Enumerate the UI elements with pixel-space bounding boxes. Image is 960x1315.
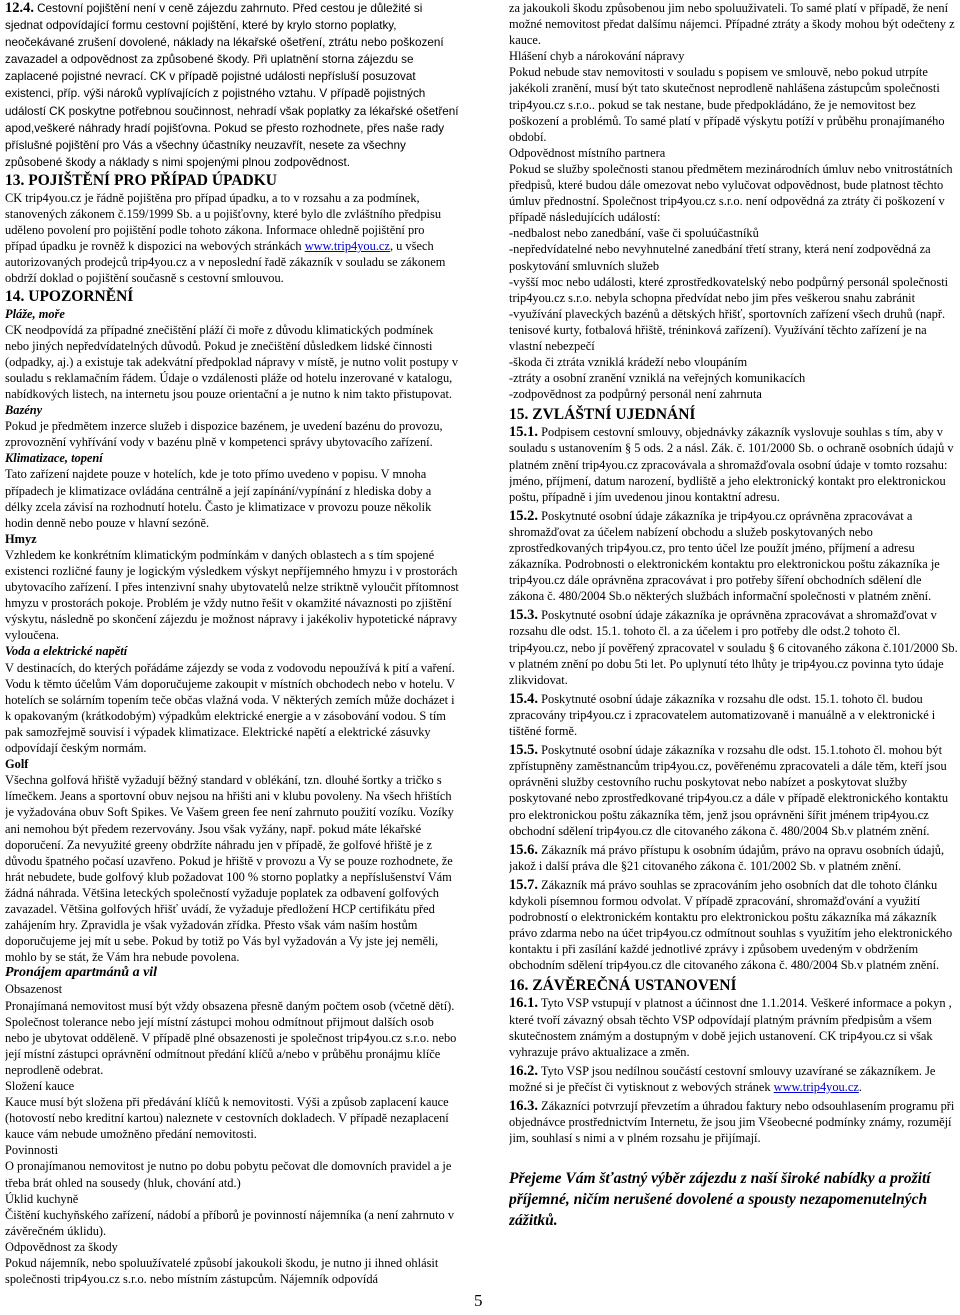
num-15-4: 15.4. <box>509 690 538 707</box>
text-15-1: Podpisem cestovní smlouvy, objednávky zákazník vyslovuje souhlas s tím, aby v souladu s ustanovením § 5 ods. 2 a násl. Zák. č. 101/2000 Sb. o ochraně osobních údajů v platném znění trip4you.cz zpracovávala a shromažďovala osobní údaje v tomto rozsahu: jméno, příjmení, datum narození, bydliště a jeho elektronický kontakt pro elektronickou poštu, případně i jím uvedenou jinou kontaktní adresu. <box>509 425 954 504</box>
text-15-2: Poskytnuté osobní údaje zákazníka je trip4you.cz oprávněna zpracovávat a shromažďovat za účelem nabízení obchodu a služeb poskytovaných nebo zprostředkovaných trip4you.cz, pro tento účel lze použít jméno, příjmení a adresu zákazníka. Podrobnosti o elektronickém kontaktu pro elektronickou poštu zákazníka je trip4you.cz dále oprávněna zpracovávat i pro potřeby šíření obchodních sdělení dle zákona č. 480/2004 Sb.o některých službách informační společnosti v platném znění. <box>509 508 940 604</box>
para-15-3 <box>509 607 958 687</box>
link-trip4you-13[interactable]: www.trip4you.cz <box>304 239 390 254</box>
para-13-text-b: , u všech autorizovaných prodejců trip4you.cz a v neposlední řadě zákazník v souladu se zákonem obdrží doklad o pojištění současně s cestovní smlouvou. <box>5 239 446 286</box>
closing-wish: Přejeme Vám šťastný výběr zájezdu z naší široké nabídky a prožití příjemné, ničím nerušené dovolené a spousty nezapomenutelných zážitků. <box>509 1170 931 1230</box>
num-15-2: 15.2. <box>509 507 538 524</box>
subheading-plaze: Pláže, moře <box>5 306 65 321</box>
subheading-odpovednost: Odpovědnost za škody <box>5 1239 118 1254</box>
para-odpovednost-partnera: Pokud se služby společnosti stanou předmětem mezinárodních úmluv nebo vnitrostátních předpisů, které budou dále omezovat nebo vylučovat odpovědnost, bude platnost těchto úmluv přednostní. Společnost trip4you.cz s.r.o. není odpovědná za ztráty či poškození v případě následujících událostí: <box>509 161 953 225</box>
para-16-1 <box>509 995 958 1059</box>
text-16-2-b: . <box>858 1079 862 1094</box>
list-item: -vyšší moc nebo události, které zprostředkovatelský nebo podpůrný personál společnosti trip4you.cz s.r.o. nebyla schopna předvídat nebo jim přes veškerou snahu zabránit <box>509 274 949 305</box>
para-klimatizace: Tato zařízení najdete pouze v hotelích, kde je toto přímo uvedeno v popisu. V mnoha případech je klimatizace ovládána centrálně a její zapínání/vypínání z hlediska doby a délky zcela závisí na rozhodnutí hotelu. Často je klimatizace v provozu pouze několik hodin denně nebo pouze v hlavní sezóně. <box>5 467 432 530</box>
subheading-kauce: Složení kauce <box>5 1079 75 1093</box>
para-uklid: Čištění kuchyňského zařízení, nádobí a příborů je povinností nájemníka (a není zahrnuto v závěrečném úklidu). <box>5 1207 455 1238</box>
text-15-4: Poskytnuté osobní údaje zákazníka v rozsahu dle odst. 15.1. tohoto čl. budou zpracovány trip4you.cz i zpracovatelem automatizovaně i manuálně a v elektronické i tištěné formě. <box>509 691 936 739</box>
num-15-7: 15.7. <box>509 876 538 893</box>
list-item: -nepředvídatelné nebo nevyhnutelné zanedbání třetí strany, která není zodpovědná za poskytování smluvních služeb <box>509 242 931 273</box>
num-15-5: 15.5. <box>509 742 538 759</box>
num-15-6: 15.6. <box>509 841 538 858</box>
para-13-text-a: CK trip4you.cz je řádně pojištěna pro případ úpadku, a to v rozsahu a za podmínek, stanovených zákonem č.159/1999 Sb. a u pojišťovny, které bylo dle zvláštního předpisu uděleno povolení pro pojištění podle tohoto zákona. Informace ohledně pojištění pro případ úpadku je rovněž k dispozici na webových stránkách <box>5 190 442 254</box>
para-15-6 <box>509 842 958 874</box>
num-15-1: 15.1. <box>509 424 538 441</box>
page-number: 5 <box>474 1291 483 1310</box>
para-golf: Všechna golfová hřiště vyžadují běžný standard v oblékání, tzn. dlouhé šortky a tričko s límečkem. Jeans a sportovní obuv nejsou na hřišti ani v klubu povoleny. Na všech hřištích je vyžadována obuv Soft Spikes. Ve Vašem green fee není zahrnuto použití vozíku. Vozíky ani nemohou být předem rezervovány. Jsou však vyžány, např. pokud máte lékařské doporučení. Za nevyužité greeny obdržíte náhradu jen v případě, že golfové hřiště je z důvodu špatného počasí uzavřeno. Pokud je hřiště v provozu a Vy se pouze rozhodnete, že hrát nebudete, bude golfový klub požadovat 100 % storno poplatky a nepříslušenství Vám žádná náhrada. Většina leteckých společností vyžaduje poplatek za odbavení golfových zavazadel. Většina golfových hřišť uvádí, že vyžaduje předložení HCP certifikátu před zahájením hry. Zpravidla je však vyžadován zřídka. Přesto však vám naším hostům doporučujeme jej mít u sebe. Pokud by totiž po Vás byl vyžadován a Vy jste jej neměli, mohlo by se stát, že Vám hra nebude povolena. <box>5 773 454 965</box>
subheading-golf: Golf <box>5 757 29 772</box>
para-obsazenost: Pronajímaná nemovitost musí být vždy obsazena přesně daným počtem osob (včetně dětí). Společnost tolerance nebo její místní zástupci mohou odmítnout přijmout dalších osob nebo je ubytovat odděleně. V případě plné obsazenosti je společnost trip4you.cz s.r.o. nebo její místní zástupci oprávnění odmítnout předání klíčů a/nebo v průběhu pronájmu klíče neprodleně odebrat. <box>5 998 457 1077</box>
para-voda: V destinacích, do kterých pořádáme zájezdy se voda z vodovodu nepoužívá k pití a vaření. Vodu k těmto účelům Vám doporučujeme zakoupit v místních obchodech nebo v hotelu. V hotelích se solárním topením teče občas vlažná voda. V některých zemích může docházet i k opakovaným (krátkodobým) výpadkům elektrické energie a v zásobování vodou. S tím pak samozřejmě souvisí i výpadek klimatizace. Elektrické napětí a elektrické zásuvky odpovídají českým normám. <box>5 660 455 756</box>
text-16-1: Tyto VSP vstupují v platnost a účinnost dne 1.1.2014. Veškeré informace a pokyn , které tvoří závazný obsah těchto VSP odpovídají platným právním předpisům a všem skutečnostem známým a dostupným v době jejich ustanovení. CK trip4you.cz si však vyhrazuje právo aktualizace a změn. <box>509 996 952 1059</box>
para-15-2 <box>509 508 958 605</box>
num-15-3: 15.3. <box>509 607 538 624</box>
num-16-2: 16.2. <box>509 1062 538 1079</box>
para-16-3 <box>509 1098 958 1146</box>
link-trip4you-16[interactable]: www.trip4you.cz <box>773 1079 859 1094</box>
subheading-uklid: Úklid kuchyně <box>5 1191 79 1206</box>
para-hmyz: Vzhledem ke konkrétním klimatickým podmínkám v daných oblastech a s tím spojené existenci rozličné fauny je logickým výsledkem výskyt nepříjemného hmyzu i v prostorách ubytovacího zařízení. I přes intenzivní snahy ubytovatelů nelze striktně vyloučit přítomnost hmyzu v prostorách pokoje. Problém je vždy nutno řešit v okamžité návaznosti po zjištění výskytu, následně po skončení zájezdu je možnost nápravy i jakékoliv hypotetické nápravy vyloučena. <box>5 547 459 643</box>
list-item: -nedbalost nebo zanedbání, vaše či spoluúčastníků <box>509 226 759 241</box>
heading-16: 16. ZÁVĚREČNÁ USTANOVENÍ <box>509 977 737 995</box>
para-16-2 <box>509 1063 958 1095</box>
para-15-7 <box>509 877 958 974</box>
num-16-3: 16.3. <box>509 1098 538 1114</box>
para-13 <box>5 190 459 287</box>
para-kauce: Kauce musí být složena při předávání klíčů k nemovitosti. Výši a způsob zaplacení kauce (hotovostí nebo kreditní kartou) naleznete v cestovních dokladech. V případě nezaplacení kauce vám nebude umožněno předání nemovitosti. <box>5 1095 449 1142</box>
para-odpovednost: Pokud nájemník, nebo spoluužívatelé způsobí jakoukoli škodu, je nutno ji ihned ohlásit společnosti trip4you.cz s.r.o. nebo místním zástupcům. Nájemník odpovídá <box>5 1256 439 1287</box>
para-hlaseni: Pokud nebude stav nemovitosti v souladu s popisem ve smlouvě, nebo pokud utrpíte jakékoli zranění, musí být tato skutečnost neprodleně nahlášena zástupcům společnosti trip4you.cz s.r.o.. pokud se tak nestane, bude předpokládáno, že je nemovitost bez poškození a problémů. To samé platí v případě výskytu potíží v průběhu pronajímaného období. <box>509 65 945 144</box>
text-15-6: Zákazník má právo přístupu k osobním údajům, právo na opravu osobních údajů, jakož i další práva dle §21 citovaného zákona č. 101/2002 Sb. v platném znění. <box>509 842 945 873</box>
text-15-7: Zákazník má právo souhlas se zpracováním jeho osobních dat dle tohoto článku kdykoli písemnou formou odvolat. V případě zpracování, shromažďování a využití podrobností o elektronickém kontaktu pro elektronickou poštu zákazníka má zákazník právo zdarma nebo na účet trip4you.cz odmítnout souhlas s využitím jeho elektronického kontaktu i při zasílání každé jednotlivé zprávy i způsobem uvedeným v obdržením obchodním sdělení trip4you.cz dle citovaného zákona č. 480/2004 Sb.v platném znění. <box>509 877 953 973</box>
subheading-hlaseni: Hlášení chyb a nárokování nápravy <box>509 49 685 64</box>
subheading-pronajem: Pronájem apartmánů a vil <box>5 965 158 981</box>
section-12-4 <box>5 0 459 171</box>
section-12-4-number: 12.4. <box>5 0 34 16</box>
left-column <box>5 0 459 1295</box>
subheading-klimatizace: Klimatizace, topení <box>5 451 103 466</box>
heading-13: 13. POJIŠTĚNÍ PRO PŘÍPAD ÚPADKU <box>5 171 277 189</box>
subheading-povinnosti: Povinnosti <box>5 1143 59 1158</box>
list-item: -využívání plaveckých bazénů a dětských hřišť, sportovních zařízení všech druhů (např. tenisové kurty, fotbalová hřiště, tréninková zařízení). Využívání těchto zařízení je na vlastní nebezpečí <box>509 306 946 353</box>
num-16-1: 16.1. <box>509 995 538 1012</box>
subheading-obsazenost: Obsazenost <box>5 982 63 997</box>
para-continuation: za jakoukoli škodu způsobenou jim nebo spoluuživateli. To samé platí v případě, že není možné nemovitost předat dalšímu nájemci. Případné ztráty a škody mohou být odečteny z kauce. <box>509 1 955 48</box>
list-item: -škoda či ztráta vzniklá krádeží nebo vloupáním <box>509 355 748 370</box>
text-15-3: Poskytnuté osobní údaje zákazníka je oprávněna zpracovávat a shromažďovat v rozsahu dle odst. 15.1. tohoto čl. a za účelem i pro potřeby dle odst.2 tohoto čl. trip4you.cz, nebo jí pověřený zpracovatel v souladu § 6 citovaného zákona č.101/2000 Sb. v platném znění po dobu 5ti let. Po uplynutí této lhůty je trip4you.cz povinna tyto údaje zlikvidovat. <box>509 608 958 687</box>
para-15-4 <box>509 691 958 739</box>
heading-14: 14. UPOZORNĚNÍ <box>5 287 134 305</box>
para-15-1 <box>509 424 958 504</box>
text-15-5: Poskytnuté osobní údaje zákazníka v rozsahu dle odst. 15.1.tohoto čl. mohou být zpřístupněny zaměstnancům trip4you.cz, pověřenému zpracovateli a dále těm, kteří jsou oprávněni služby cestovního ruchu poskytovat nebo nabízet a poskytovat služby poskytované nebo zprostředkované trip4you.cz a dále v případě elektronického kontaktu pro elektronickou poštu zákazníka těm, jenž jsou oprávněni šířit jménem trip4you.cz obchodní sdělení trip4you.cz dle citovaného zákona č. 480/2004 Sb.v platném znění. <box>509 743 949 838</box>
heading-15: 15. ZVLÁŠTNÍ UJEDNÁNÍ <box>509 406 696 424</box>
subheading-hmyz: Hmyz <box>5 531 37 546</box>
section-12-4-text: Cestovní pojištění není v ceně zájezdu zahrnuto. Před cestou je důležité si sjednat odpovídající formu cestovní pojištění, které by krylo storno poplatky, neočekávané zrušení dovolené, náklady na lékařské ošetření, ztrátu nebo poškození zavazadel a odpovědnost za způsobené škody. Při uplatnění storna zájezdu se zaplacené pojistné nevrací. CK v případě pojistné události nepřísluší posuzovat existenci, příp. výši nároků vyplívajících z pojistného vztahu. V případě pojistných událostí CK poskytne potřebnou součinnost, nehradí však poplatky za lékařské ošetření apod,veškeré náhrady hradí pojišťovna. Pokud se přesto rozhodnete, přes naše rady příslušné pojištění pro Vás a všechny účastníky neuzavřít, nesete za všechny způsobené škody a náklady s nimi spojenými plnou zodpovědnost. <box>5 2 459 169</box>
para-bazeny: Pokud je předmětem inzerce služeb i dispozice bazénem, je uvedení bazénu do provozu, zprovoznění vyhřívání vody v bazénu plně v kompetenci správy ubytovacího zařízení. <box>5 419 443 450</box>
para-povinnosti: O pronajímanou nemovitost je nutno po dobu pobytu pečovat dle domovních pravidel a je třeba brát ohled na sousedy (hluk, chování atd.) <box>5 1159 452 1190</box>
subheading-voda: Voda a elektrické napětí <box>5 644 128 659</box>
text-16-2-a: Tyto VSP jsou nedílnou součástí cestovní smlouvy uzavírané se zákazníkem. Je možné si je přečíst či vytisknout z webových stránek <box>509 1063 936 1094</box>
para-15-5 <box>509 742 958 839</box>
subheading-bazeny: Bazény <box>5 403 43 418</box>
list-item: -zodpovědnost za podpůrný personál není zahrnuta <box>509 387 762 402</box>
list-item: -ztráty a osobní zranění vzniklá na veřejných komunikacích <box>509 371 806 386</box>
subheading-odpovednost-partnera: Odpovědnost místního partnera <box>509 145 666 160</box>
para-plaze: CK neodpovídá za případné znečištění pláží či moře z důvodu klimatických podmínek nebo jiných nepředvídatelných důvodů. Pokud je znečištění důsledkem lidské činnosti (odpadky, aj.) a existuje tak adekvátní předpoklad nápravy v místě, je nutno volit postupy v souladu s reklamačním řádem. Údaje o vzdálenosti pláže od hotelu inzerované v katalogu, nabídkových listech, na internetu jsou pouze orientační a je nutno k nim takto přistupovat. <box>5 322 459 401</box>
text-16-3: Zákazníci potvrzují převzetím a úhradou faktury nebo odsouhlasením programu při objednávce prostřednictvím Internetu, že jsou jim Všeobecné podmínky známy, rozumějí jim, souhlasí s nimi a v plném rozsahu je přijímají. <box>509 1099 955 1146</box>
right-column <box>509 0 958 1300</box>
